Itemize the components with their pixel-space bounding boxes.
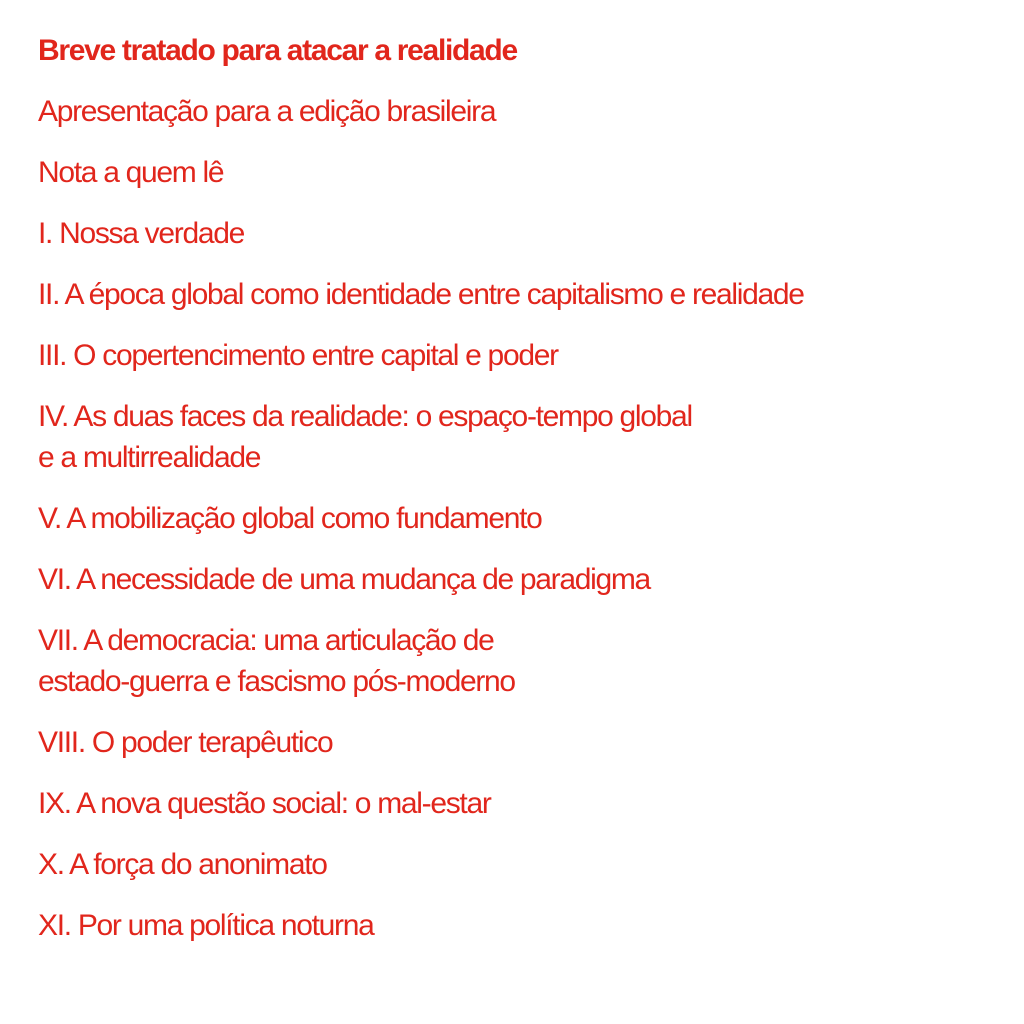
toc-entry-chapter-11: [38, 905, 998, 946]
book-title: Breve tratado para atacar a realidade: [38, 34, 517, 67]
toc-entry-line: Nota a quem lê: [38, 156, 224, 189]
toc-entry-line: IV. As duas faces da realidade: o espaço-tempo global: [38, 400, 692, 433]
toc-entry-chapter-4: [38, 396, 998, 478]
toc-entry-line: Apresentação para a edição brasileira: [38, 95, 496, 128]
toc-entry-line: VI. A necessidade de uma mudança de paradigma: [38, 563, 650, 596]
toc-entry-line: V. A mobilização global como fundamento: [38, 502, 542, 535]
toc-entry-chapter-1: [38, 213, 998, 254]
toc-entry-line: II. A época global como identidade entre capitalismo e realidade: [38, 278, 804, 311]
toc-entry-line: estado-guerra e fascismo pós-moderno: [38, 665, 515, 698]
toc-entry-chapter-6: [38, 559, 998, 600]
toc-entry-line: VIII. O poder terapêutico: [38, 726, 333, 759]
toc-entry-chapter-7: [38, 620, 998, 702]
toc-entry-apresentacao: [38, 91, 998, 132]
toc-entry-chapter-8: [38, 722, 998, 763]
table-of-contents: [38, 30, 998, 966]
toc-entry-chapter-9: [38, 783, 998, 824]
toc-entry-chapter-2: [38, 274, 998, 315]
toc-entry-chapter-5: [38, 498, 998, 539]
toc-entry-chapter-3: [38, 335, 998, 376]
toc-entry-line: VII. A democracia: uma articulação de: [38, 624, 494, 657]
toc-entry-line: III. O copertencimento entre capital e poder: [38, 339, 558, 372]
toc-entry-chapter-10: [38, 844, 998, 885]
toc-entry-line: XI. Por uma política noturna: [38, 909, 374, 942]
toc-entry-line: e a multirrealidade: [38, 441, 261, 474]
toc-entry-line: I. Nossa verdade: [38, 217, 244, 250]
toc-entry-line: X. A força do anonimato: [38, 848, 327, 881]
toc-entry-line: IX. A nova questão social: o mal-estar: [38, 787, 491, 820]
toc-entry-nota: [38, 152, 998, 193]
